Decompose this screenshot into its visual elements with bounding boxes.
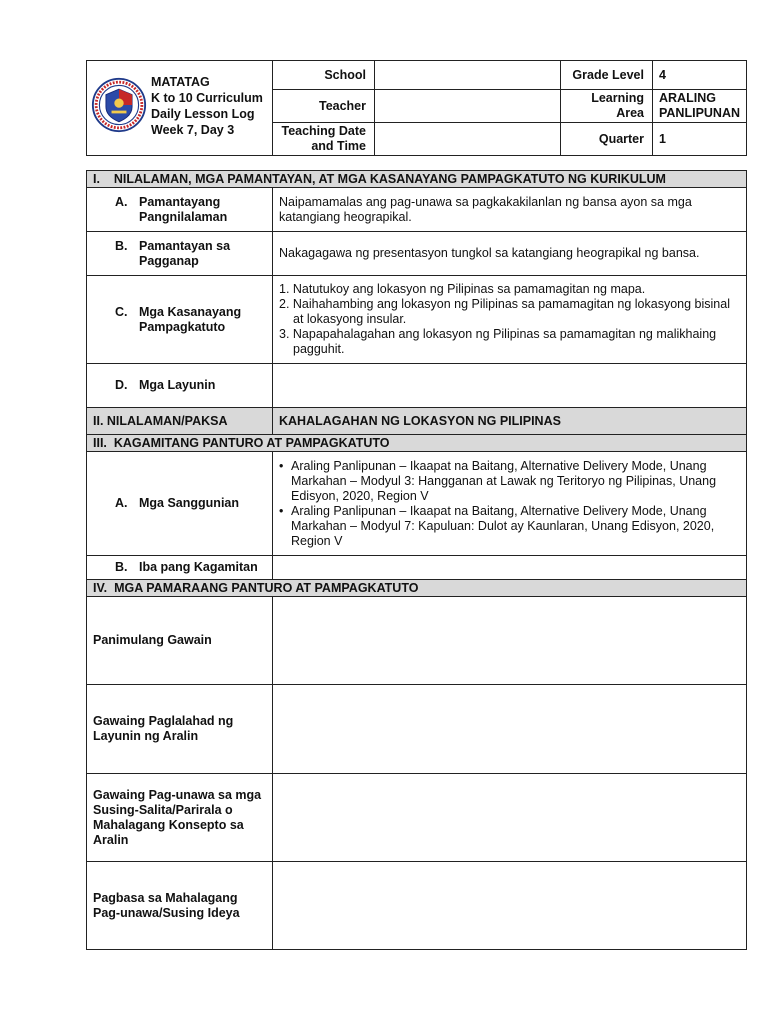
title-line: Week 7, Day 3 xyxy=(151,123,235,137)
learning-area-label-line: Area xyxy=(616,106,644,120)
section-1-title: I. NILALAMAN, MGA PAMANTAYAN, AT MGA KASANAYANG PAMPAGKATUTO NG KURIKULUM xyxy=(87,171,747,188)
learning-area-label-line: Learning xyxy=(591,91,644,105)
row-d-label xyxy=(87,364,273,408)
other-materials-label xyxy=(87,556,273,580)
procedure-label: Gawaing Paglalahad ng Layunin ng Aralin xyxy=(87,685,273,774)
competency-item: 1. Natutukoy ang lokasyon ng Pilipinas sa pamamagitan ng mapa. xyxy=(279,282,646,296)
quarter-value[interactable]: 1 xyxy=(653,123,747,156)
row-d-label-text: Mga Layunin xyxy=(139,378,216,392)
row-a-label xyxy=(87,188,273,232)
reference-item: • Araling Panlipunan – Ikaapat na Baitang, Alternative Delivery Mode, Unang Markahan – Modyul 7: Kapuluan: Dulot ay Kaunlaran, Unang Edisyon, 2020, Region V xyxy=(279,504,740,549)
references-field[interactable] xyxy=(273,452,747,556)
procedure-field[interactable] xyxy=(273,862,747,950)
competency-item: 3. Napapahalagahan ang lokasyon ng Pilipinas sa pamamagitan ng malikhaing pagguhit. xyxy=(279,327,717,356)
learning-area-value-line: ARALING xyxy=(659,91,716,105)
procedure-field[interactable] xyxy=(273,685,747,774)
header-title-cell xyxy=(87,61,273,156)
row-b-label xyxy=(87,232,273,276)
teacher-label: Teacher xyxy=(273,90,375,123)
title-line: MATATAG xyxy=(151,75,210,89)
row-c-label xyxy=(87,276,273,364)
teaching-date-label-line: and Time xyxy=(311,139,366,153)
row-letter: D. xyxy=(115,378,128,392)
row-a-label-line: Pamantayang xyxy=(139,194,221,209)
references-label-text: Mga Sanggunian xyxy=(139,496,239,510)
procedure-field[interactable] xyxy=(273,774,747,862)
lesson-log-table xyxy=(86,170,747,950)
learning-competencies-field[interactable] xyxy=(273,276,747,364)
section-2-title: II. NILALAMAN/PAKSA xyxy=(87,408,273,435)
row-letter: C. xyxy=(115,304,128,319)
objectives-field[interactable] xyxy=(273,364,747,408)
row-letter: B. xyxy=(115,238,128,253)
grade-level-value[interactable]: 4 xyxy=(653,61,747,90)
row-c-label-line: Mga Kasanayang xyxy=(139,304,242,319)
row-letter: A. xyxy=(115,194,128,209)
competency-item: 2. Naihahambing ang lokasyon ng Pilipinas sa pamamagitan ng lokasyong bisinal at lokasyong insular. xyxy=(279,297,730,326)
references-label xyxy=(87,452,273,556)
row-a-label-line: Pangnilalaman xyxy=(139,209,228,224)
reference-item: • Araling Panlipunan – Ikaapat na Baitang, Alternative Delivery Mode, Unang Markahan – Modyul 3: Hangganan at Lawak ng Teritoryo ng Pilipinas, Unang Edisyon, 2020, Region V xyxy=(279,459,740,504)
school-label: School xyxy=(273,61,375,90)
header-table xyxy=(86,60,747,156)
procedure-field[interactable] xyxy=(273,597,747,685)
reference-list xyxy=(279,459,740,549)
other-materials-label-text: Iba pang Kagamitan xyxy=(139,560,258,574)
teaching-date-field[interactable] xyxy=(375,123,561,156)
title-line: K to 10 Curriculum xyxy=(151,91,263,105)
row-letter: A. xyxy=(115,496,128,510)
grade-level-label: Grade Level xyxy=(561,61,653,90)
procedure-label: Gawaing Pag-unawa sa mga Susing-Salita/Parirala o Mahalagang Konsepto sa Aralin xyxy=(87,774,273,862)
deped-seal-icon xyxy=(91,77,147,133)
row-letter: B. xyxy=(115,560,128,574)
content-standard-field[interactable]: Naipamamalas ang pag-unawa sa pagkakakilanlan ng bansa ayon sa mga katangiang heograpikal. xyxy=(273,188,747,232)
topic-field[interactable]: KAHALAGAHAN NG LOKASYON NG PILIPINAS xyxy=(273,408,747,435)
other-materials-field[interactable] xyxy=(273,556,747,580)
row-b-label-line: Pagganap xyxy=(139,253,199,268)
competency-list xyxy=(279,282,740,357)
row-c-label-line: Pampagkatuto xyxy=(139,319,226,334)
row-b-label-line: Pamantayan sa xyxy=(139,238,231,253)
section-3-title: III. KAGAMITANG PANTURO AT PAMPAGKATUTO xyxy=(87,435,747,452)
learning-area-value-line: PANLIPUNAN xyxy=(659,106,741,120)
procedure-label: Panimulang Gawain xyxy=(87,597,273,685)
quarter-label: Quarter xyxy=(561,123,653,156)
title-line: Daily Lesson Log xyxy=(151,107,255,121)
learning-area-value[interactable] xyxy=(653,90,747,123)
teacher-field[interactable] xyxy=(375,90,561,123)
teaching-date-label-line: Teaching Date xyxy=(281,124,366,138)
school-field[interactable] xyxy=(375,61,561,90)
performance-standard-field[interactable]: Nakagagawa ng presentasyon tungkol sa katangiang heograpikal ng bansa. xyxy=(273,232,747,276)
learning-area-label xyxy=(561,90,653,123)
procedure-label: Pagbasa sa Mahalagang Pag-unawa/Susing Ideya xyxy=(87,862,273,950)
teaching-date-label xyxy=(273,123,375,156)
section-4-title: IV. MGA PAMARAANG PANTURO AT PAMPAGKATUTO xyxy=(87,580,747,597)
